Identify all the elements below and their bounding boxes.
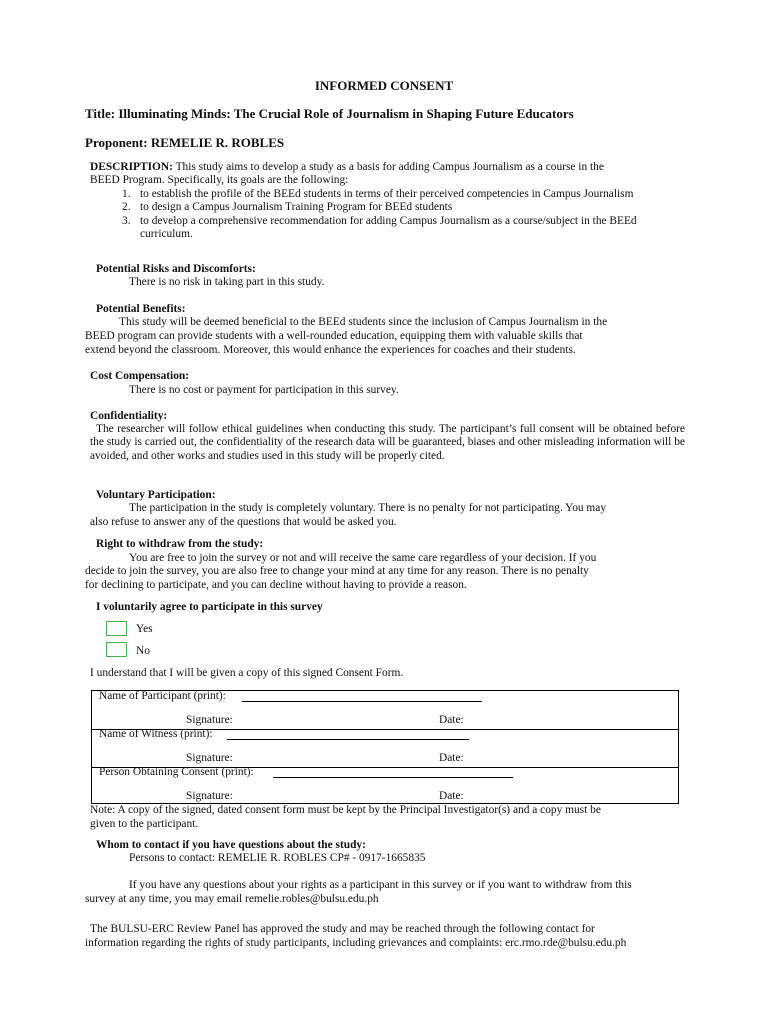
withdraw-line3: for declining to participate, and you can decline without having to provide a reason. (85, 579, 467, 591)
description-label: DESCRIPTION: (90, 161, 173, 173)
participant-row (92, 691, 678, 729)
agree-heading: I voluntarily agree to participate in this survey (96, 601, 323, 613)
no-label: No (136, 645, 150, 657)
description-line2: BEED Program. Specifically, its goals are the following: (90, 174, 349, 186)
signature-table (91, 690, 679, 804)
witness-row (92, 729, 678, 767)
cost-text: There is no cost or payment for participation in this survey. (129, 384, 399, 396)
participant-date-label: Date: (439, 714, 464, 726)
witness-signature-label: Signature: (186, 752, 233, 764)
voluntary-line2: also refuse to answer any of the questions that would be asked you. (90, 516, 397, 528)
goal-item: 3. to develop a comprehensive recommendation for adding Campus Journalism as a course/subject in the BEEd curriculum. (122, 214, 637, 241)
yes-label: Yes (136, 623, 153, 635)
note-line2: given to the participant. (90, 818, 199, 830)
document-heading: INFORMED CONSENT (314, 78, 454, 93)
benefits-heading: Potential Benefits: (96, 303, 186, 315)
rights-line2: survey at any time, you may email remelie.robles@bulsu.edu.ph (85, 893, 379, 905)
description-line1 (90, 161, 604, 174)
rights-line1: If you have any questions about your rights as a participant in this survey or if you want to withdraw from this (129, 879, 632, 891)
panel-line1: The BULSU-ERC Review Panel has approved the study and may be reached through the following contact for (90, 923, 595, 935)
cost-heading: Cost Compensation: (90, 370, 190, 382)
risks-text: There is no risk in taking part in this study. (129, 276, 325, 288)
voluntary-heading: Voluntary Participation: (96, 489, 216, 501)
benefits-line3: extend beyond the classroom. Moreover, this would enhance the experiences for coaches and their students. (85, 344, 576, 356)
witness-name-label: Name of Witness (print): (99, 728, 213, 740)
withdraw-heading: Right to withdraw from the study: (96, 538, 264, 550)
withdraw-line2: decide to join the survey, you are also free to change your mind at any time for any reason. There is no penalty (85, 565, 589, 577)
participant-signature-label: Signature: (186, 714, 233, 726)
copy-note: I understand that I will be given a copy of this signed Consent Form. (90, 667, 404, 679)
benefits-line1: This study will be deemed beneficial to the BEEd students since the inclusion of Campus Journalism in the (119, 316, 608, 328)
witness-date-label: Date: (439, 752, 464, 764)
witness-name-field[interactable] (227, 739, 469, 740)
description-text: This study aims to develop a study as a basis for adding Campus Journalism as a course in the (172, 161, 604, 173)
note-line1: Note: A copy of the signed, dated consent form must be kept by the Principal Investigator(s) and a copy must be (90, 804, 601, 816)
withdraw-line1: You are free to join the survey or not and will receive the same care regardless of your decision. If you (129, 552, 597, 564)
goal-item: 2. to design a Campus Journalism Training Program for BEEd students (122, 201, 453, 214)
goals-list (122, 188, 692, 242)
obtainer-name-field[interactable] (273, 777, 513, 778)
risks-heading: Potential Risks and Discomforts: (96, 263, 256, 275)
participant-name-label: Name of Participant (print): (99, 690, 226, 702)
goal-item: 1. to establish the profile of the BEEd students in terms of their perceived competencies in Campus Journalism (122, 188, 634, 200)
proponent: Proponent: REMELIE R. ROBLES (85, 135, 285, 150)
voluntary-line1: The participation in the study is completely voluntary. There is no penalty for not participating. You may (129, 502, 607, 514)
confidentiality-text: The researcher will follow ethical guidelines when conducting this study. The participant’s full consent will be obtained before the study is carried out, the confidentiality of the research data will be guaranteed, biases and other misleading information will be avoided, and other works and studies used in this study will be properly cited. (90, 423, 685, 462)
confidentiality-heading: Confidentiality: (90, 410, 168, 422)
study-title: Title: Illuminating Minds: The Crucial Role of Journalism in Shaping Future Educators (85, 106, 574, 121)
obtainer-name-label: Person Obtaining Consent (print): (99, 766, 254, 778)
obtainer-signature-label: Signature: (186, 790, 233, 802)
benefits-line2: BEED program can provide students with a well-rounded education, equipping them with valuable skills that (85, 330, 583, 342)
obtainer-row (92, 767, 678, 805)
obtainer-date-label: Date: (439, 790, 464, 802)
contact-heading: Whom to contact if you have questions about the study: (96, 839, 366, 851)
panel-line2: information regarding the rights of study participants, including grievances and complaints: erc.rmo.rde@bulsu.edu.ph (85, 937, 627, 949)
participant-name-field[interactable] (242, 701, 482, 702)
contact-persons: Persons to contact: REMELIE R. ROBLES CP# - 0917-1665835 (129, 852, 426, 864)
yes-checkbox[interactable] (106, 621, 127, 636)
no-checkbox[interactable] (106, 642, 127, 657)
